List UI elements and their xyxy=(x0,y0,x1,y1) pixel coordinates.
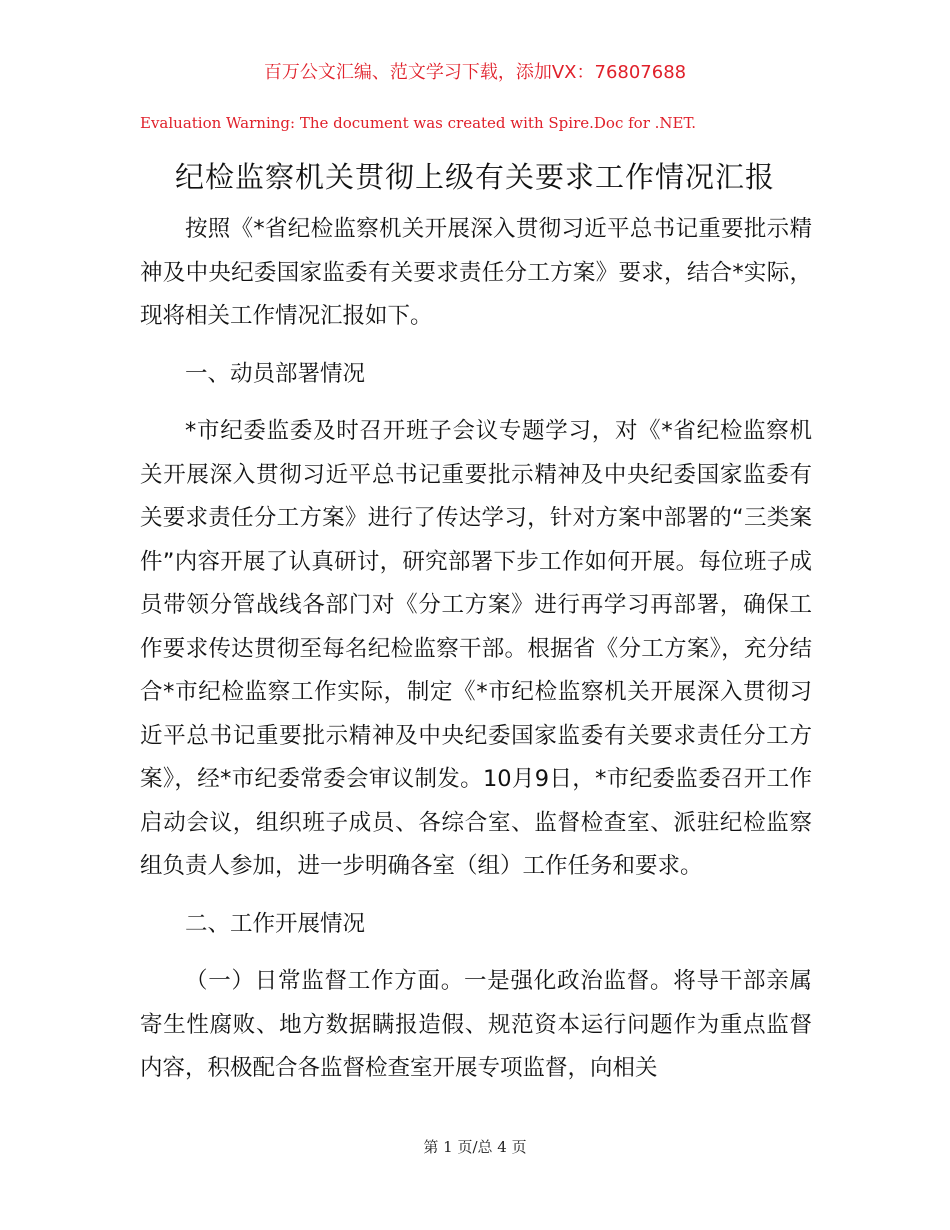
page-indicator: 第 1 页/总 4 页 xyxy=(423,1138,527,1156)
section-heading-2: 二、工作开展情况 xyxy=(185,910,366,937)
document-body xyxy=(140,208,812,1105)
paragraph-mobilization: *市纪委监委及时召开班子会议专题学习，对《*省纪检监察机关开展深入贯彻习近平总书记重要批示精神及中央纪委国家监委有关要求责任分工方案》进行了传达学习，针对方案中部署的“三类案件”内容开展了认真研讨，研究部署下步工作如何开展。每位班子成员带领分管战线各部门对《分工方案》进行再学习再部署，确保工作要求传达贯彻至每名纪检监察干部。根据省《分工方案》，充分结合*市纪检监察工作实际，制定《*市纪检监察机关开展深入贯彻习近平总书记重要批示精神及中央纪委国家监委有关要求责任分工方案》，经*市纪委常委会审议制发。10月9日，*市纪委监委召开工作启动会议，组织班子成员、各综合室、监督检查室、派驻纪检监察组负责人参加，进一步明确各室（组）工作任务和要求。 xyxy=(140,418,812,879)
document-title: 纪检监察机关贯彻上级有关要求工作情况汇报 xyxy=(174,160,775,194)
promo-header: 百万公文汇编、范文学习下载，添加VX：76807688 xyxy=(263,62,687,83)
paragraph-daily-supervision: （一）日常监督工作方面。一是强化政治监督。将导干部亲属寄生性腐败、地方数据瞒报造假、规范资本运行问题作为重点监督内容，积极配合各监督检查室开展专项监督，向相关 xyxy=(140,968,812,1081)
section-heading-1: 一、动员部署情况 xyxy=(185,360,366,387)
evaluation-warning: Evaluation Warning: The document was created with Spire.Doc for .NET. xyxy=(140,114,697,132)
paragraph-intro: 按照《*省纪检监察机关开展深入贯彻习近平总书记重要批示精神及中央纪委国家监委有关要求责任分工方案》要求，结合*实际，现将相关工作情况汇报如下。 xyxy=(140,216,812,329)
